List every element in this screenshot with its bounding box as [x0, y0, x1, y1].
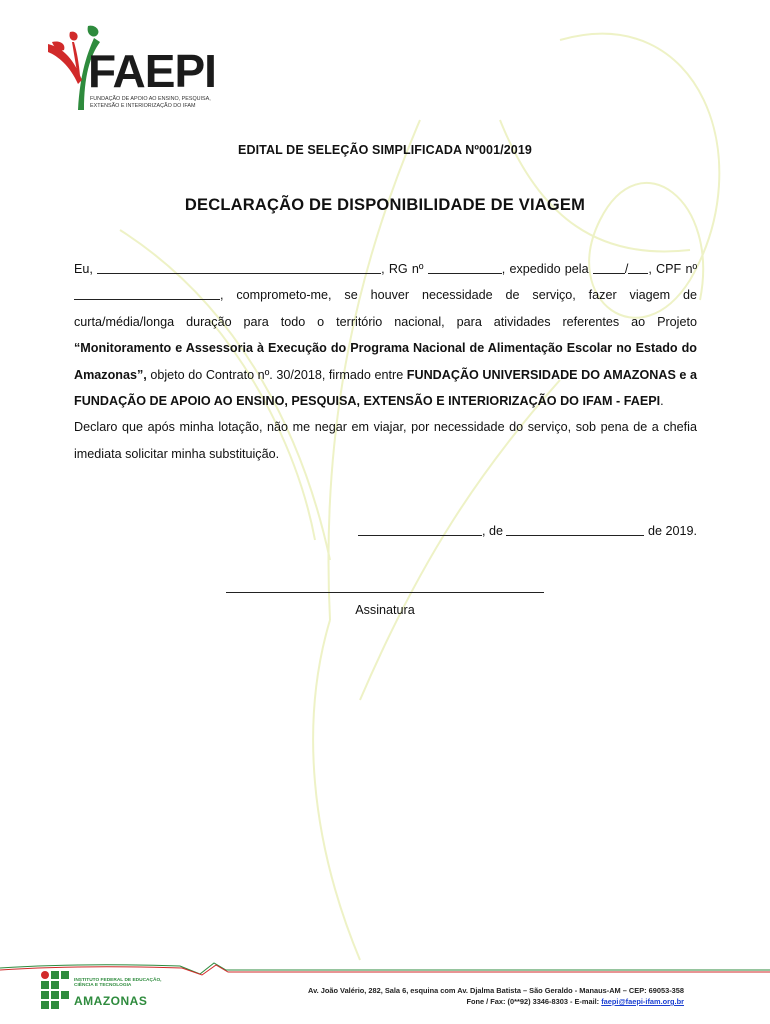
text-rg: , RG nº	[381, 262, 424, 276]
footer-contact-line	[308, 996, 684, 1007]
cpf-blank[interactable]	[74, 287, 220, 300]
text-slash: /	[624, 262, 629, 276]
text-eu: Eu,	[74, 262, 93, 276]
footer-email-link[interactable]: faepi@faepi-ifam.org.br	[601, 997, 684, 1006]
declaration-paragraph	[74, 256, 697, 414]
edital-heading: EDITAL DE SELEÇÃO SIMPLIFICADA Nº001/2019	[238, 143, 532, 157]
text-expedido: , expedido pela	[501, 262, 589, 276]
issuer-blank[interactable]	[593, 261, 625, 274]
ifam-name: AMAZONAS	[74, 994, 148, 1008]
ifam-institute-text: INSTITUTO FEDERAL DE EDUCAÇÃO, CIÊNCIA E TECNOLOGIA	[74, 978, 162, 989]
signature-label: Assinatura	[355, 603, 415, 617]
foundations-name: FUNDAÇÃO UNIVERSIDADE DO AMAZONAS e a FUNDAÇÃO DE APOIO AO ENSINO, PESQUISA, EXTENSÃO E INTERIORIZAÇÃO DO IFAM - FAEPI	[74, 367, 698, 409]
logo-wordmark: FAEPI	[88, 45, 216, 97]
footer-address-line: Av. João Valério, 282, Sala 6, esquina com Av. Djalma Batista – São Geraldo - Manaus-AM – CEP: 69053-358	[308, 986, 684, 995]
text-year: de 2019.	[647, 524, 697, 538]
logo-tagline: FUNDAÇÃO DE APOIO AO ENSINO, PESQUISA, EXTENSÃO E INTERIORIZAÇÃO DO IFAM	[90, 96, 211, 109]
text-objeto: objeto do Contrato nº. 30/2018, firmado entre	[150, 367, 404, 382]
text-cpf: , CPF	[648, 262, 682, 276]
rg-blank[interactable]	[428, 261, 502, 274]
faepi-logo	[44, 22, 234, 114]
state-blank[interactable]	[628, 261, 648, 274]
footer-address	[308, 985, 684, 1007]
declaration-body	[74, 256, 697, 467]
declaration-paragraph-2: Declaro que após minha lotação, não me negar em viajar, por necessidade do serviço, sob pena de a chefia imediata solicitar minha substituição.	[74, 420, 697, 461]
text-de: , de	[481, 524, 503, 538]
text-end: .	[660, 394, 664, 409]
date-blank[interactable]	[506, 523, 644, 536]
name-blank[interactable]	[97, 261, 381, 274]
date-line	[358, 523, 697, 538]
footer-phone: Fone / Fax: (0**92) 3346-8303 - E-mail:	[466, 997, 600, 1006]
signature-line[interactable]	[226, 592, 544, 593]
text-no: nº	[685, 262, 698, 276]
text-comprometo: , comprometo-me, se houver necessidade de serviço, fazer viagem de curta/média/longa duração para todo o território nacional, para atividades referentes ao Projeto	[74, 288, 697, 329]
project-name: “Monitoramento e Assessoria à Execução do Programa Nacional de Alimentação Escolar no Estado do Amazonas”,	[74, 341, 697, 382]
city-blank[interactable]	[358, 523, 482, 536]
page-title: DECLARAÇÃO DE DISPONIBILIDADE DE VIAGEM	[184, 196, 586, 214]
ifam-grid-icon	[40, 970, 70, 1010]
ifam-logo	[40, 970, 190, 1014]
